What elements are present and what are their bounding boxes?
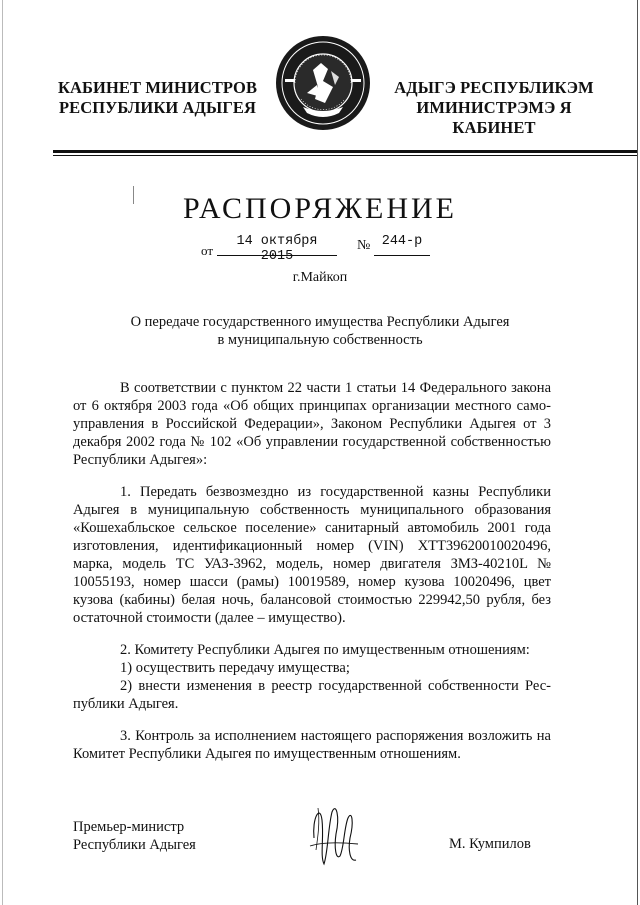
subject-line: О передаче государственного имущества Республики Адыгея <box>130 314 510 330</box>
clause-2: 2. Комитету Республики Адыгея по имущественным отношениям: <box>120 642 530 658</box>
header-rule <box>53 150 637 153</box>
date-prefix: от <box>201 243 214 258</box>
number-sign: № <box>357 238 371 253</box>
header-left-block <box>50 78 265 118</box>
document-subject <box>100 313 540 349</box>
signatory-title-line: Премьер-министр <box>73 819 185 835</box>
document-body <box>73 379 551 763</box>
header-right-line: АДЫГЭ РЕСПУБЛИКЭМ <box>394 78 594 97</box>
coat-of-arms-icon <box>273 33 373 133</box>
document-date: 14 октября 2015 <box>217 234 337 256</box>
subject-line: в муниципальную собственность <box>217 332 423 348</box>
document-city: г.Майкоп <box>292 270 348 285</box>
document-title: РАСПОРЯЖЕНИЕ <box>182 192 458 225</box>
header-left-line: КАБИНЕТ МИНИСТРОВ <box>57 78 258 97</box>
preamble-paragraph: В соответствии с пунктом 22 части 1 статьи 14 Федерального закона от 6 октября 2003 года «Об общих принципах организации местного самоуправления в Российской Федерации», Законом Республики Адыгея от 3 декабря 2002 года № 102 «Об управлении государственной собственностью Республики Адыгея»: <box>73 380 551 468</box>
signatory-title <box>73 818 196 854</box>
clause-2-subitem-1: 1) осуществить передачу имущества; <box>120 660 350 676</box>
page-edge <box>637 0 638 905</box>
signatory-name: М. Кумпилов <box>449 836 531 852</box>
page-edge <box>2 0 3 905</box>
signatory-title-line: Республики Адыгея <box>73 837 196 853</box>
clause-1: 1. Передать безвозмездно из государственной казны Республики Адыгея в муниципальную собственность муниципального образования «Кошехабльское сельское поселение» санитарный автомобиль 2001 года изготовления, идентификационный номер (VIN) ХТТ39620010020496, марка, модель ТС УАЗ-3962, модель, номер двигателя ЗМЗ-40210L № 10055193, номер шасси (рамы) 10019589, номер кузова 10020496, цвет кузова (кабины) белая ночь, балансовой стоимостью 229942,50 рубля, без остаточной стоимости (далее – имущество). <box>73 484 551 626</box>
document-number: 244-р <box>374 234 430 256</box>
clause-2-subitem-2: 2) внести изменения в реестр государственной собственности Республики Адыгея. <box>73 678 551 712</box>
header-left-line: РЕСПУБЛИКИ АДЫГЕЯ <box>58 98 257 117</box>
handwritten-signature-icon <box>306 798 362 870</box>
header-right-block <box>383 78 605 138</box>
clause-3: 3. Контроль за исполнением настоящего распоряжения возложить на Комитет Республики Адыгея по имущественным отношениям. <box>73 728 551 762</box>
header-right-line: ИМИНИСТРЭМЭ Я КАБИНЕТ <box>416 98 572 137</box>
header-rule <box>53 155 637 156</box>
